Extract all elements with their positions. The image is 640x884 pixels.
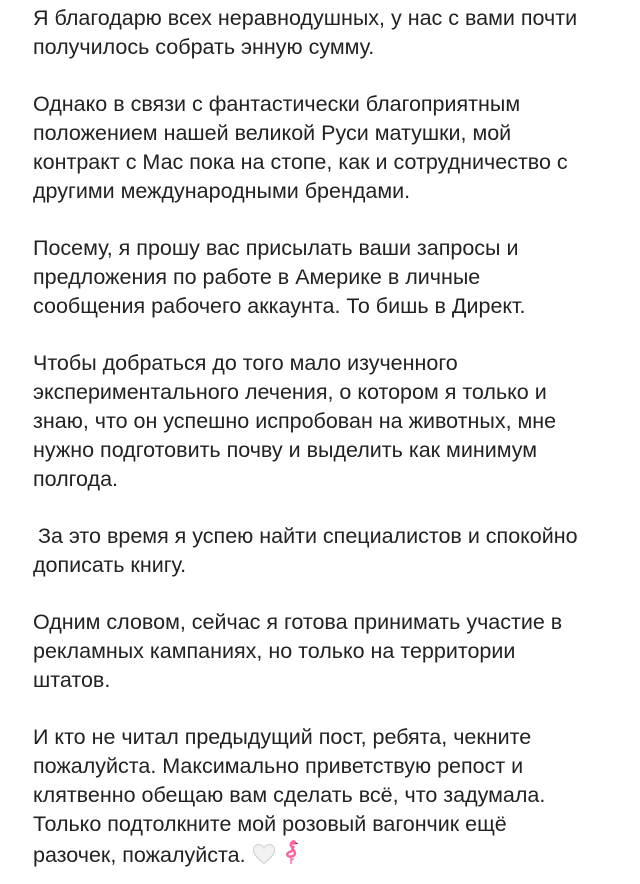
text-line: сообщения рабочего аккаунта. То бишь в Директ. [33,294,526,318]
text-line: штатов. [33,668,111,692]
text-line: Чтобы добраться до того мало изученного [33,351,458,375]
text-line: И кто не читал предыдущий пост, ребята, чекните [33,725,532,749]
text-line: полгода. [33,467,119,491]
text-line: Только подтолкните мой розовый вагончик ещё [33,812,507,836]
paragraph-5 [33,522,620,580]
paragraph-2 [33,90,620,206]
paragraph-6 [33,608,620,695]
white-heart-icon [252,843,276,865]
text-line: нужно подготовить почву и выделить как минимум [33,438,538,462]
text-line: положением нашей великой Руси матушки, мой [33,121,512,145]
text-line: рекламных кампаниях, но только на территории [33,639,516,663]
text-line: получилось собрать энную сумму. [33,35,375,59]
text-line: Одним словом, сейчас я готова принимать участие в [33,610,563,634]
text-line: предложения по работе в Америке в личные [33,265,481,289]
text-line: клятвенно обещаю вам сделать всё, что задумала. [33,783,546,807]
text-line: За это время я успею найти специалистов и спокойно [38,524,578,548]
text-line: знаю, что он успешно испробован на животных, мне [33,409,557,433]
text-line: разочек, пожалуйста. [33,843,246,867]
last-line [33,839,620,870]
text-line: пожалуйста. Максимально приветствую репост и [33,754,524,778]
paragraph-4 [33,349,620,494]
text-line: Посему, я прошу вас присылать ваши запросы и [33,236,519,260]
flamingo-icon [282,839,300,865]
paragraph-3 [33,234,620,321]
text-line: Однако в связи с фантастически благоприятным [33,92,521,116]
paragraph-7 [33,723,620,870]
text-line: дописать книгу. [33,553,187,577]
text-line: другими международными брендами. [33,179,411,203]
paragraph-1 [33,4,620,62]
text-line: экспериментального лечения, о котором я только и [33,380,547,404]
text-line: контракт с Мас пока на стопе, как и сотрудничество с [33,150,568,174]
text-line: Я благодарю всех неравнодушных, у нас с вами почти [33,6,578,30]
